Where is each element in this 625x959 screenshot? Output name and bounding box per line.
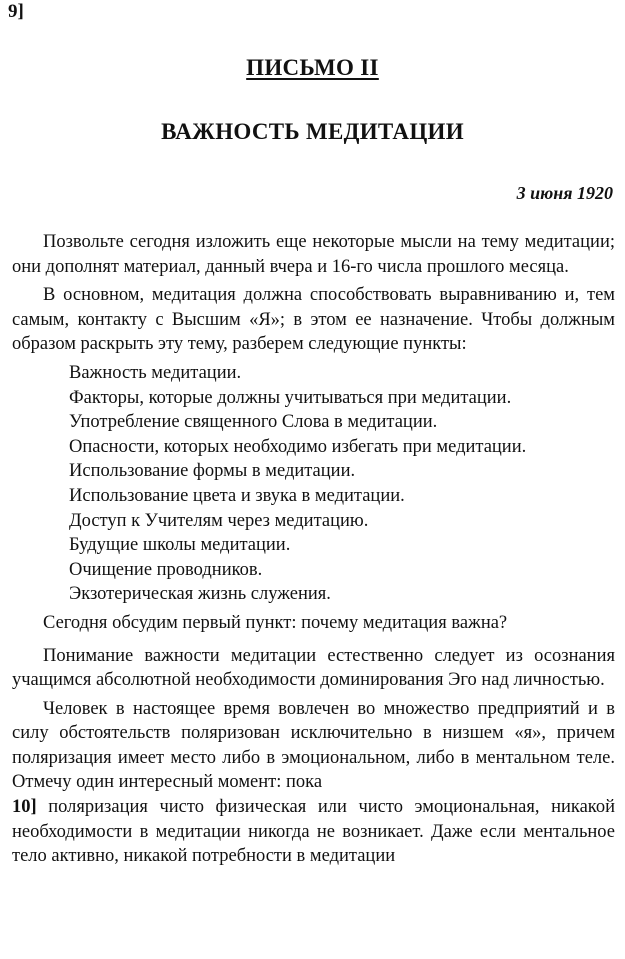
topic-item: Опасности, которых необходимо избегать при медитации. [69,436,527,457]
page-number-marker: 9] [8,1,24,22]
continuation-text: поляризация чисто физическая или чисто эмоциональная, никакой необходимости в медитации никогда не возникает. Даже если ментальное тело активно, никакой потребности в медитации [12,797,615,867]
chapter-title: ВАЖНОСТЬ МЕДИТАЦИИ [161,119,464,144]
paragraph: Человек в настоящее время вовлечен во множество предприятий и в силу обстоятельств поляризован исключительно в низшем «я», причем поляризация имеет место либо в эмоциональном, либо в ментальном теле. Отмечу один интересный момент: пока [12,698,615,793]
topic-item: Доступ к Учителям через медитацию. [69,510,369,531]
topic-item: Важность медитации. [69,362,242,383]
paragraph: В основном, медитация должна способствовать выравниванию и, тем самым, контакту с Высшим «Я»; в этом ее назначение. Чтобы должным образом раскрыть эту тему, разберем следующие пункты: [12,285,615,355]
paragraph: Позвольте сегодня изложить еще некоторые мысли на тему медитации; они дополнят материал, данный вчера и 16-го числа прошлого месяца. [12,232,615,277]
topic-item: Факторы, которые должны учитываться при медитации. [69,387,512,408]
topic-list [12,361,615,607]
topic-item: Будущие школы медитации. [69,535,291,556]
body-text [12,230,615,869]
topic-item: Очищение проводников. [69,559,263,580]
letter-title [0,54,625,82]
paragraph-continuation [12,795,615,869]
topic-item: Использование цвета и звука в медитации. [69,485,405,506]
paragraph: Сегодня обсудим первый пункт: почему медитация важна? [43,612,508,633]
topic-item: Экзотерическая жизнь служения. [69,584,331,605]
letter-title-text: ПИСЬМО II [246,55,379,80]
topic-item: Употребление священного Слова в медитации. [69,412,438,433]
inline-page-marker: 10] [12,797,37,818]
letter-date: 3 июня 1920 [516,183,613,203]
topic-item: Использование формы в медитации. [69,461,356,482]
paragraph: Понимание важности медитации естественно следует из осознания учащимся абсолютной необходимости доминирования Эго над личностью. [12,645,615,691]
